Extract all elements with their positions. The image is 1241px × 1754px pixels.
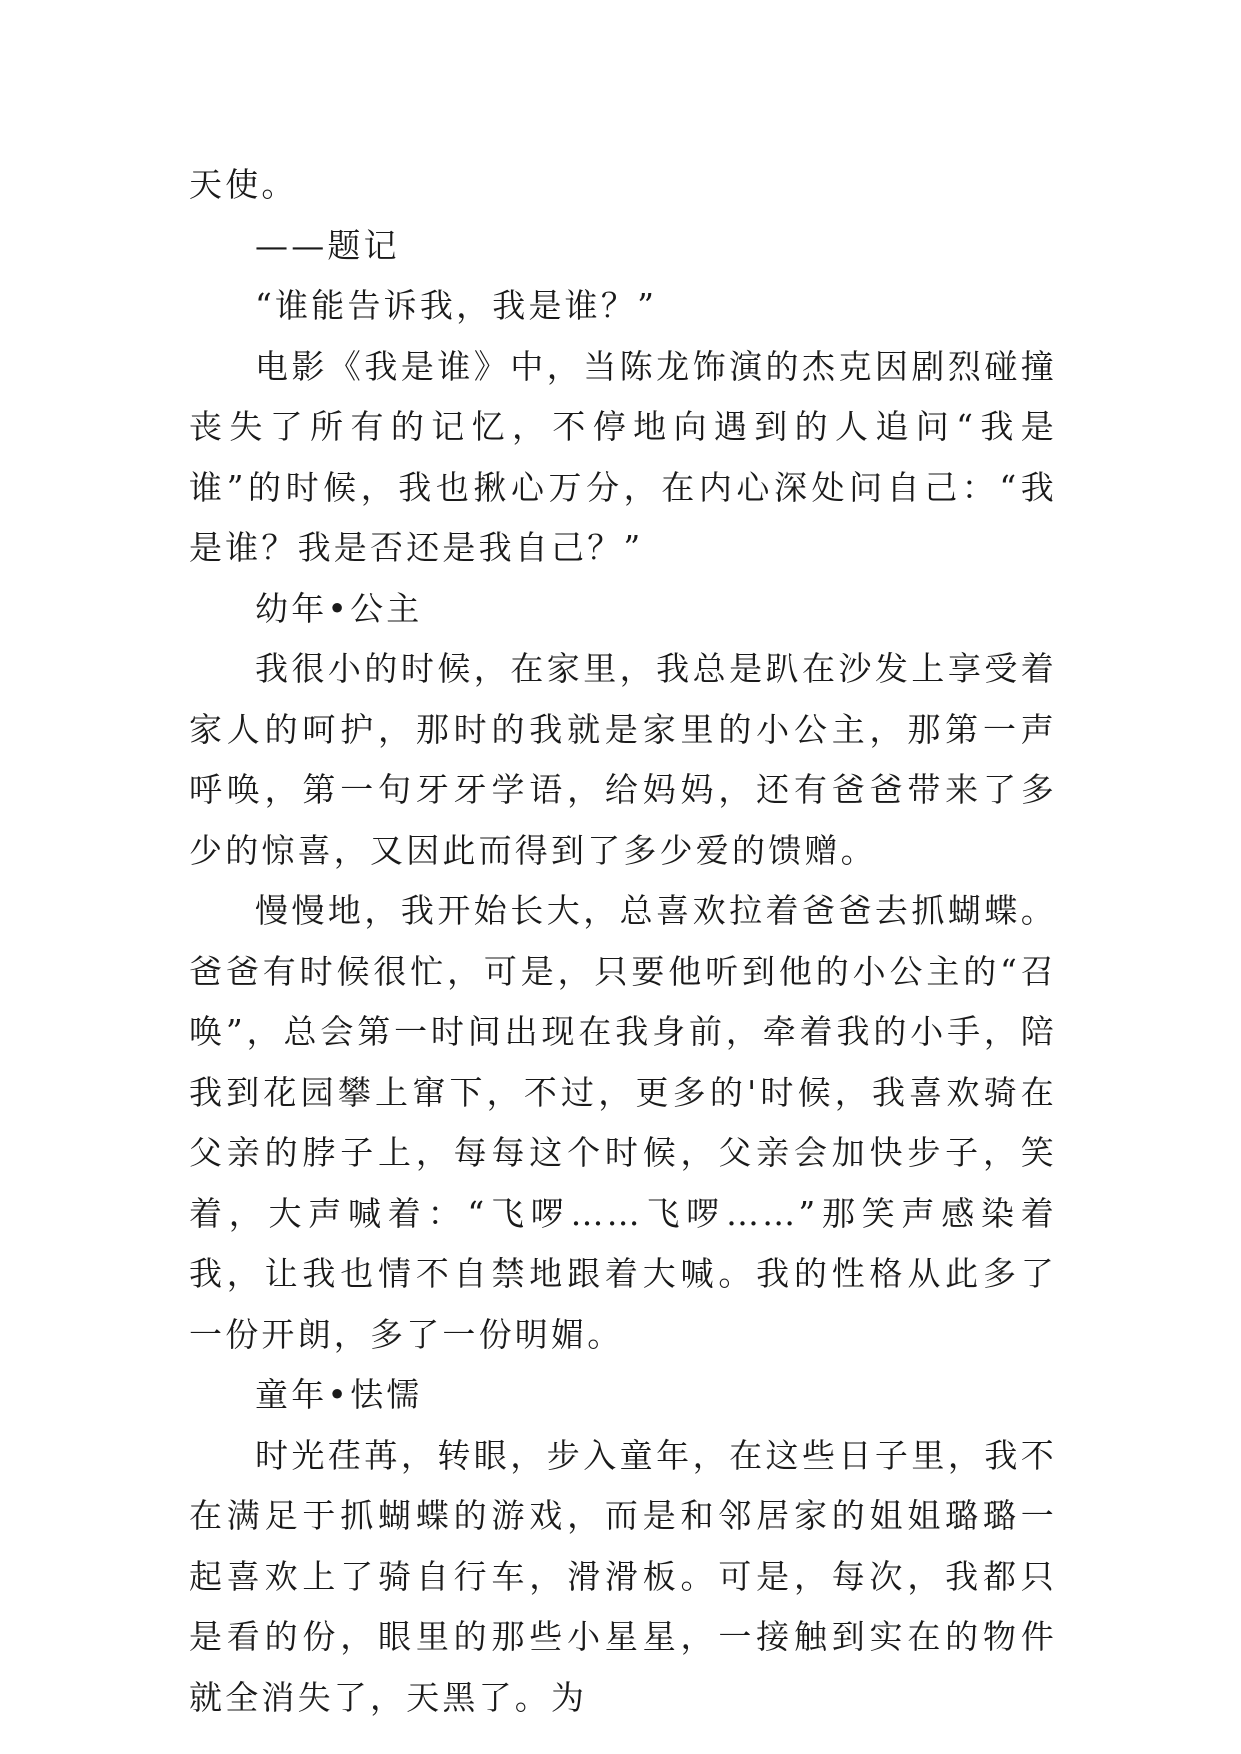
epigraph-attribution: ——题记 <box>255 225 400 265</box>
paragraph-closing-fragment: 天使。 <box>189 165 298 204</box>
paragraph-infancy-1: 我很小的时候，在家里，我总是趴在沙发上享受着家人的呵护，那时的我就是家里的小公主，那第一声呼唤，第一句牙牙学语，给妈妈，还有爸爸带来了多少的惊喜，又因此而得到了多少爱的馈赠。 <box>189 649 1057 870</box>
document-body <box>189 155 1057 1728</box>
opening-question: “谁能告诉我，我是谁？” <box>255 286 658 325</box>
paragraph-infancy-2: 慢慢地，我开始长大，总喜欢拉着爸爸去抓蝴蝶。爸爸有时候很忙，可是，只要他听到他的小公主的“召唤”，总会第一时间出现在我身前，牵着我的小手，陪我到花园攀上窜下，不过，更多的'时候，我喜欢骑在父亲的脖子上，每每这个时候，父亲会加快步子，笑着，大声喊着：“飞啰……飞啰……”那笑声感染着我，让我也情不自禁地跟着大喊。我的性格从此多了一份开朗，多了一份明媚。 <box>189 891 1057 1354</box>
section-heading-childhood: 童年•怯懦 <box>255 1375 423 1414</box>
section-heading-infancy: 幼年•公主 <box>255 588 423 628</box>
paragraph-movie: 电影《我是谁》中，当陈龙饰演的杰克因剧烈碰撞丧失了所有的记忆，不停地向遇到的人追问“我是谁”的时候，我也揪心万分，在内心深处问自己：“我是谁？我是否还是我自己？” <box>189 346 1057 567</box>
paragraph-childhood-1: 时光荏苒，转眼，步入童年，在这些日子里，我不在满足于抓蝴蝶的游戏，而是和邻居家的姐姐璐璐一起喜欢上了骑自行车，滑滑板。可是，每次，我都只是看的份，眼里的那些小星星，一接触到实在的物件就全消失了，天黑了。为 <box>189 1435 1057 1717</box>
